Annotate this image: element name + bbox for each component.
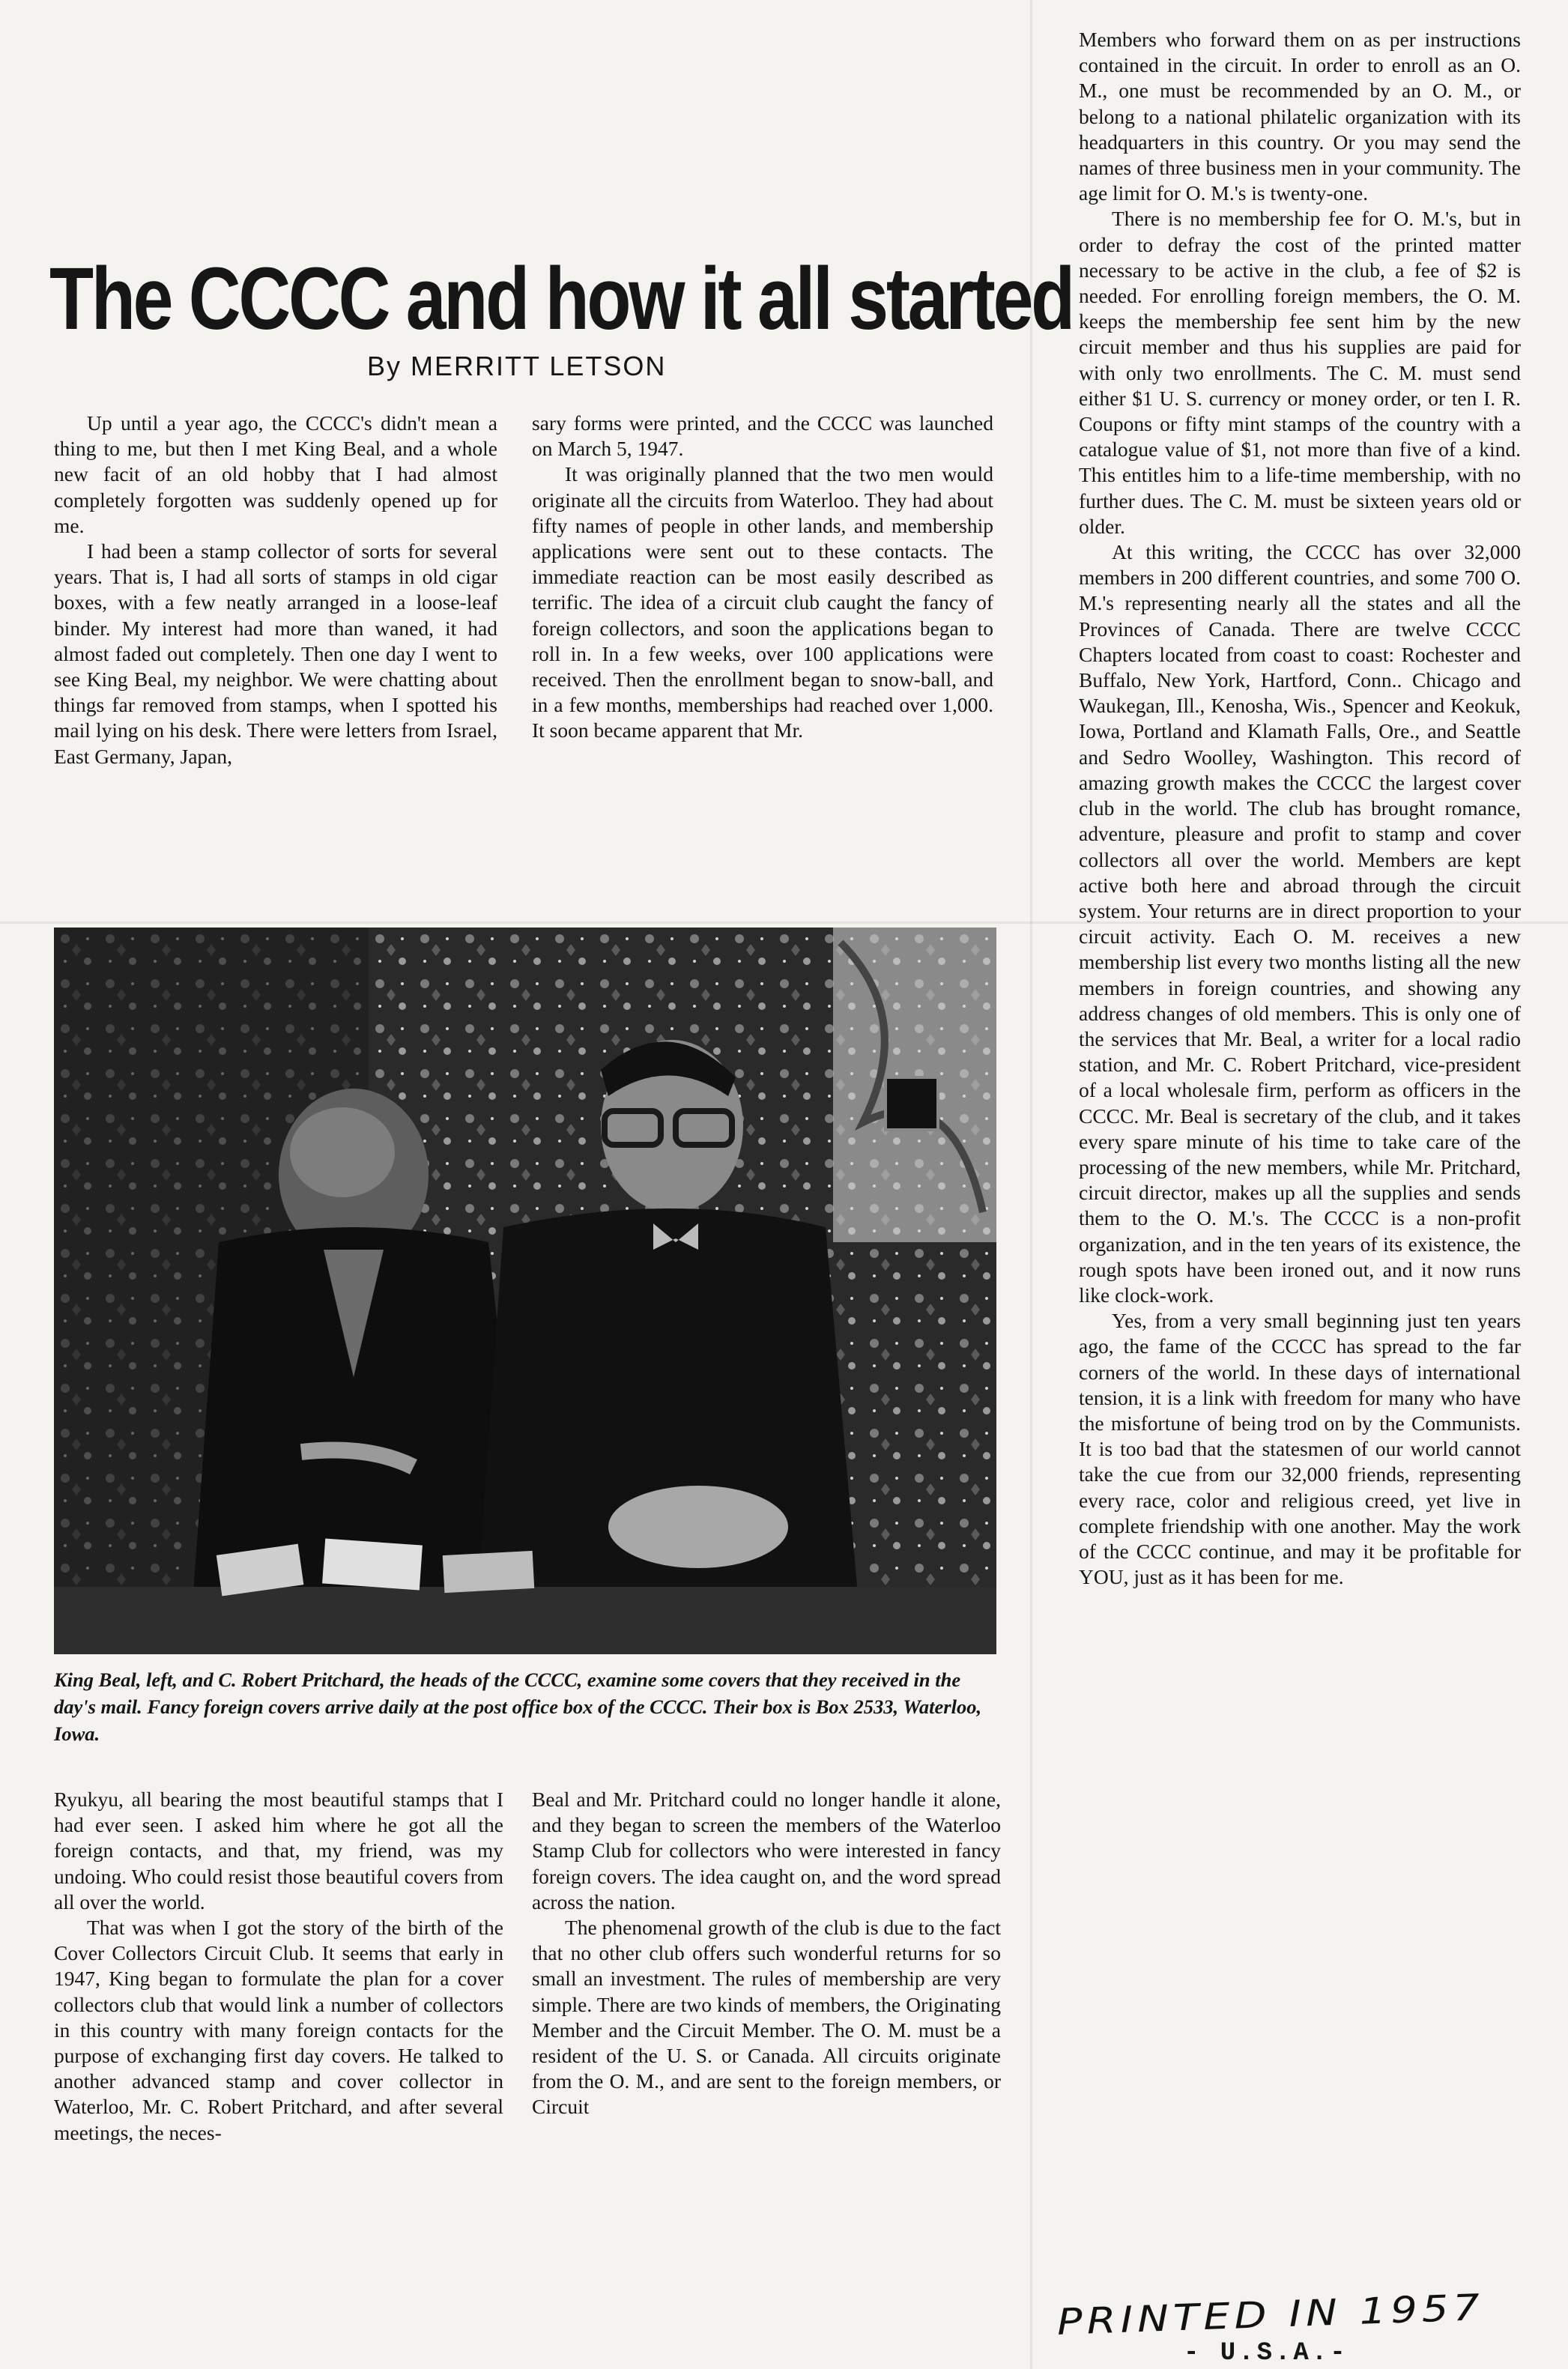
paragraph: Members who forward them on as per instructions contained in the circuit. In order to enroll as an O. M., one must be recommended by an O. M., or belong to a national philatelic organization with its headquarters in this country. Or you may send the names of three business men in your community. The age limit for O. M.'s is twenty-one. xyxy=(1079,28,1521,205)
paragraph: Up until a year ago, the CCCC's didn't mean a thing to me, but then I met King Beal, and a whole new facit of an old hobby that I had almost completely forgotten was suddenly opened up for me. xyxy=(54,411,497,537)
paragraph: It was originally planned that the two men would originate all the circuits from Waterloo. They had about fifty names of people in other lands, and membership applications were sent out to these contacts. The immediate reaction can be most easily described as terrific. The idea of a circuit club caught the fancy of foreign collectors, and soon the applications began to roll in. In a few weeks, over 100 applications were received. Then the enrollment began to snow-ball, and in a few months, memberships had reached over 1,000. It soon became apparent that Mr. xyxy=(532,462,993,742)
paragraph: At this writing, the CCCC has over 32,000 members in 200 different countries, and some 700 O. M.'s representing nearly all the states and all the Provinces of Canada. There are twelve CCCC Chapters located from coast to coast: Rochester and Buffalo, New York, Hartford, Conn.. Chicago and Waukegan, Ill., Kenosha, Wis., Spencer and Keokuk, Iowa, Portland and Klamath Falls, Ore., and Seattle and Sedro Woolley, Washington. This record of amazing growth makes the CCCC the largest cover club in the world. The club has brought romance, adventure, pleasure and profit to stamp and cover collectors all over the world. Members are kept active both here and abroad through the circuit system. Your returns are in direct proportion to your circuit activity. Each O. M. receives a new membership list every two months listing all the new members in foreign countries, and showing any address changes of old members. This is only one of the services that Mr. Beal, a writer for a local radio station, and Mr. C. Robert Pritchard, vice-president of a local wholesale firm, perform as officers in the CCCC. Mr. Beal is secretary of the club, and it takes every spare minute of his time to take care of the processing of the new members, while Mr. Pritchard, circuit director, makes up all the supplies and sends them to the O. M.'s. The CCCC is a non-profit organization, and in the ten years of its existence, the rough spots have been ironed out, and it now runs like clock-work. xyxy=(1079,540,1521,1307)
photo-caption: King Beal, left, and C. Robert Pritchard, the heads of the CCCC, examine some covers that they received in the day's mail. Fancy foreign covers arrive daily at the post office box of the CCCC. Their box is Box 2533, Waterloo, Iowa. xyxy=(54,1668,982,1745)
paragraph: The phenomenal growth of the club is due to the fact that no other club offers such wonderful returns for so small an investment. The rules of membership are very simple. There are two kinds of members, the Originating Member and the Circuit Member. The O. M. must be a resident of the U. S. or Canada. All circuits originate from the O. M., and are sent to the foreign members, or Circuit xyxy=(532,1916,1001,2119)
paragraph: Yes, from a very small beginning just ten years ago, the fame of the CCCC has spread to the far corners of the world. In these days of international tension, it is a link with freedom for many who have the misfortune of being trod on by the Communists. It is too bad that the statesmen of our world cannot take the cue from our 32,000 friends, representing every race, color and religious creed, yet live in complete friendship with one another. May the work of the CCCC continue, and may it be profitable for YOU, just as it has been for me. xyxy=(1079,1309,1521,1589)
paragraph: sary forms were printed, and the CCCC was launched on March 5, 1947. xyxy=(532,411,993,461)
article-column-3 xyxy=(54,1787,503,2146)
paragraph: I had been a stamp collector of sorts for several years. That is, I had all sorts of stamps in old cigar boxes, with a few neatly arranged in a loose-leaf binder. My interest had more than waned, it had almost faded out completely. Then one day I went to see King Beal, my neighbor. We were chatting about things far removed from stamps, when I spotted his mail lying on his desk. There were letters from Israel, East Germany, Japan, xyxy=(54,539,497,768)
paragraph: There is no membership fee for O. M.'s, but in order to defray the cost of the printed matter necessary to be active in the club, a fee of $2 is needed. For enrolling foreign members, the O. M. keeps the membership fee sent him by the new circuit member and thus his supplies are paid for with only two enrollments. The C. M. must send either $1 U. S. currency or money order, or ten I. R. Coupons or fifty mint stamps of the country with a catalogue value of $1, not more than five of a kind. This entitles him to a life-time membership, with no further dues. The C. M. must be sixteen years old or older. xyxy=(1079,207,1521,538)
article-byline: By MERRITT LETSON xyxy=(367,351,667,381)
article-column-4 xyxy=(532,1787,1001,2120)
usa-stamp-text: - U.S.A.- xyxy=(1184,2339,1348,2368)
paragraph: That was when I got the story of the birth of the Cover Collectors Circuit Club. It seems that early in 1947, King began to formulate the plan for a cover collectors club that would link a number of collectors in this country with many foreign contacts for the purpose of exchanging first day covers. He talked to another advanced stamp and cover collector in Waterloo, Mr. C. Robert Pritchard, and after several meetings, the neces- xyxy=(54,1916,503,2144)
article-title: The CCCC and how it all started xyxy=(49,249,1073,348)
fold-crease xyxy=(1030,0,1032,2369)
paragraph: Beal and Mr. Pritchard could no longer handle it alone, and they began to screen the members of the Waterloo Stamp Club for collectors who were interested in fancy foreign covers. The idea caught on, and the word spread across the nation. xyxy=(532,1788,1001,1913)
news-photo xyxy=(54,928,996,1654)
article-column-5 xyxy=(1079,27,1521,1590)
article-column-2 xyxy=(532,411,993,744)
handwritten-note: PRINTED IN 1957 xyxy=(1056,2287,1485,2344)
paragraph: Ryukyu, all bearing the most beautiful stamps that I had ever seen. I asked him where he got all the foreign contacts, and that, my friend, was my undoing. Who could resist those beautiful covers from all over the world. xyxy=(54,1788,503,1913)
article-column-1 xyxy=(54,411,497,769)
